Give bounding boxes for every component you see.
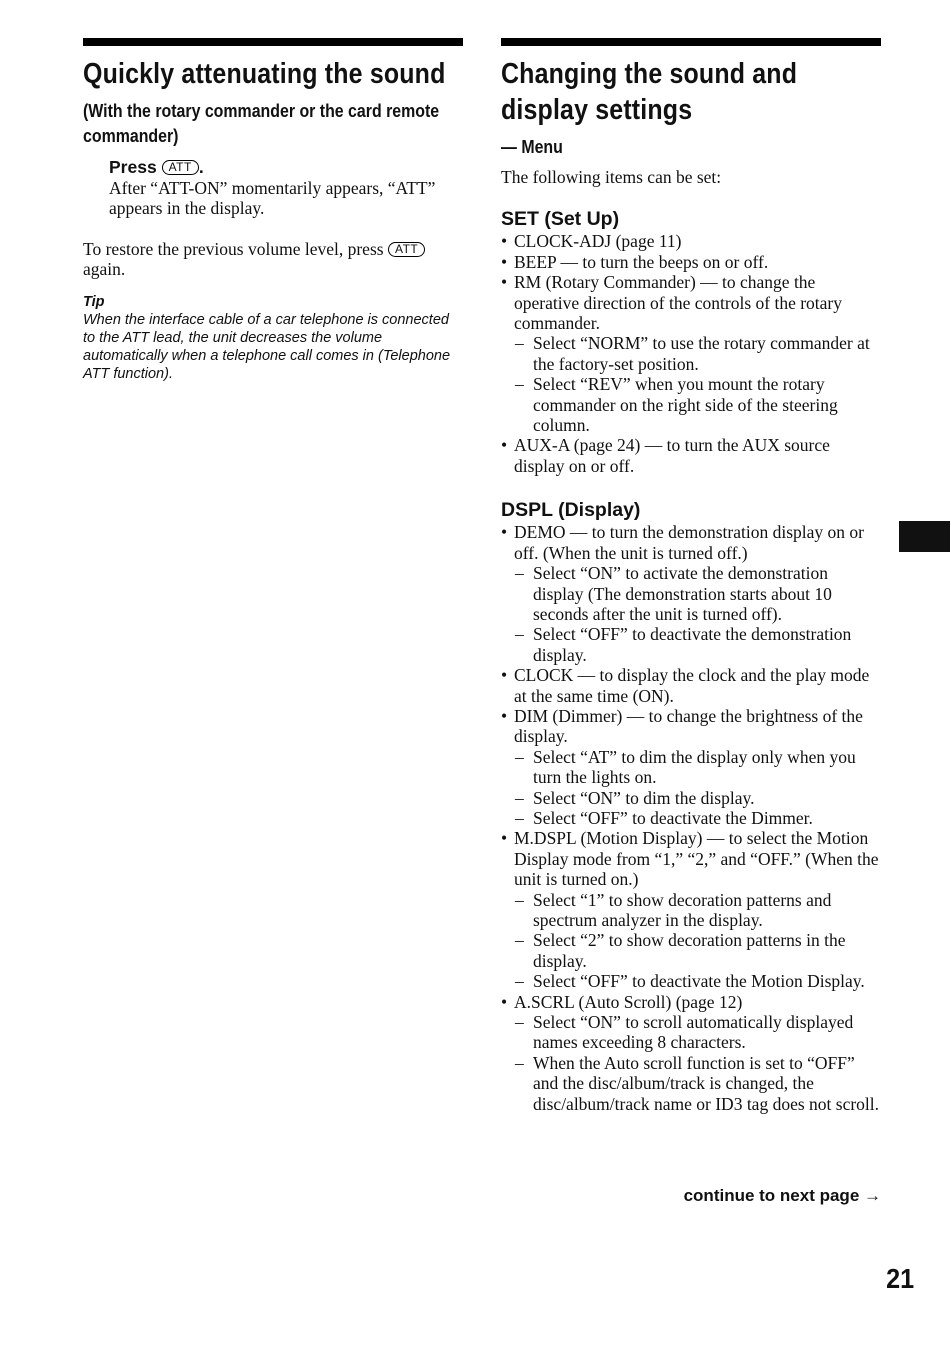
section-subtitle: (With the rotary commander or the card remote commander) bbox=[83, 100, 440, 146]
dspl-item-list bbox=[501, 522, 881, 1114]
list-item-text: BEEP — to turn the beeps on or off. bbox=[514, 251, 769, 272]
section-subtitle: — Menu bbox=[501, 136, 563, 157]
list-item-text: A.SCRL (Auto Scroll) (page 12) bbox=[514, 991, 743, 1012]
list-item bbox=[501, 706, 881, 828]
continue-next-page: continue to next page → bbox=[683, 1186, 881, 1205]
restore-text: To restore the previous volume level, press bbox=[83, 238, 384, 259]
list-item bbox=[501, 435, 881, 476]
sub-list bbox=[514, 747, 881, 829]
dspl-heading: DSPL (Display) bbox=[501, 499, 641, 522]
sub-list bbox=[514, 890, 881, 992]
sub-list bbox=[514, 1012, 881, 1114]
restore-paragraph bbox=[83, 239, 463, 280]
step-period: . bbox=[198, 157, 204, 177]
sub-list-item: – Select “ON” to dim the display. bbox=[514, 788, 881, 808]
sub-list-item: – Select “REV” when you mount the rotary commander on the right side of the steering column. bbox=[514, 374, 881, 435]
list-item bbox=[501, 231, 881, 251]
list-item bbox=[501, 665, 881, 706]
tip-text: When the interface cable of a car telephone is connected to the ATT lead, the unit decreases the volume automatically when a telephone call comes in (Telephone ATT function). bbox=[83, 311, 451, 383]
section-rule bbox=[83, 38, 463, 46]
sub-list-item: – When the Auto scroll function is set to “OFF” and the disc/album/track is changed, the disc/album/track name or ID3 tag does not scroll. bbox=[514, 1053, 881, 1114]
section-title: Quickly attenuating the sound bbox=[83, 58, 446, 90]
list-item-text: RM (Rotary Commander) — to change the operative direction of the controls of the rotary commander. bbox=[514, 272, 843, 334]
sub-list-item: – Select “1” to show decoration patterns and spectrum analyzer in the display. bbox=[514, 890, 881, 931]
sub-list-item: – Select “ON” to scroll automatically displayed names exceeding 8 characters. bbox=[514, 1012, 881, 1053]
step-instruction bbox=[109, 157, 463, 178]
list-item-text: AUX-A (page 24) — to turn the AUX source display on or off. bbox=[514, 435, 830, 476]
att-button: ATT bbox=[162, 160, 199, 175]
list-item-text: DEMO — to turn the demonstration display on or off. (When the unit is turned off.) bbox=[514, 522, 864, 563]
list-item-text: CLOCK — to display the clock and the play mode at the same time (ON). bbox=[514, 665, 870, 706]
sub-list-item: – Select “OFF” to deactivate the demonstration display. bbox=[514, 624, 881, 665]
list-item-text: M.DSPL (Motion Display) — to select the Motion Display mode from “1,” “2,” and “OFF.” (When the unit is turned on.) bbox=[514, 828, 879, 890]
page-number: 21 bbox=[885, 1263, 914, 1294]
section-rule bbox=[501, 38, 881, 46]
list-item bbox=[501, 272, 881, 435]
sub-list-item: – Select “ON” to activate the demonstration display (The demonstration starts about 10 seconds after the unit is turned off). bbox=[514, 563, 881, 624]
step-label: Press bbox=[109, 157, 157, 177]
step-block bbox=[109, 157, 463, 219]
att-button-inline: ATT bbox=[388, 242, 425, 257]
set-heading: SET (Set Up) bbox=[501, 208, 620, 231]
sub-list-item: – Select “NORM” to use the rotary commander at the factory-set position. bbox=[514, 333, 881, 374]
set-item-list bbox=[501, 231, 881, 476]
list-item-text: DIM (Dimmer) — to change the brightness of the display. bbox=[514, 705, 863, 747]
step-description: After “ATT-ON” momentarily appears, “ATT” appears in the display. bbox=[109, 178, 436, 219]
sub-list-item: – Select “AT” to dim the display only when you turn the lights on. bbox=[514, 747, 881, 788]
list-item bbox=[501, 522, 881, 665]
sub-list-item: – Select “OFF” to deactivate the Dimmer. bbox=[514, 808, 881, 828]
sub-list bbox=[514, 333, 881, 435]
tip-label: Tip bbox=[83, 293, 105, 310]
section-tab-marker bbox=[899, 521, 950, 552]
section-title: Changing the sound and display settings bbox=[501, 58, 798, 126]
list-item-text: CLOCK-ADJ (page 11) bbox=[514, 231, 682, 252]
sub-list bbox=[514, 563, 881, 665]
list-item bbox=[501, 252, 881, 272]
sub-list-item: – Select “OFF” to deactivate the Motion Display. bbox=[514, 971, 881, 991]
list-item bbox=[501, 828, 881, 991]
sub-list-item: – Select “2” to show decoration patterns in the display. bbox=[514, 930, 881, 971]
right-column bbox=[501, 38, 881, 1114]
intro-text: The following items can be set: bbox=[501, 167, 722, 187]
left-column bbox=[83, 38, 463, 383]
list-item bbox=[501, 992, 881, 1114]
restore-text-end: again. bbox=[83, 259, 126, 280]
